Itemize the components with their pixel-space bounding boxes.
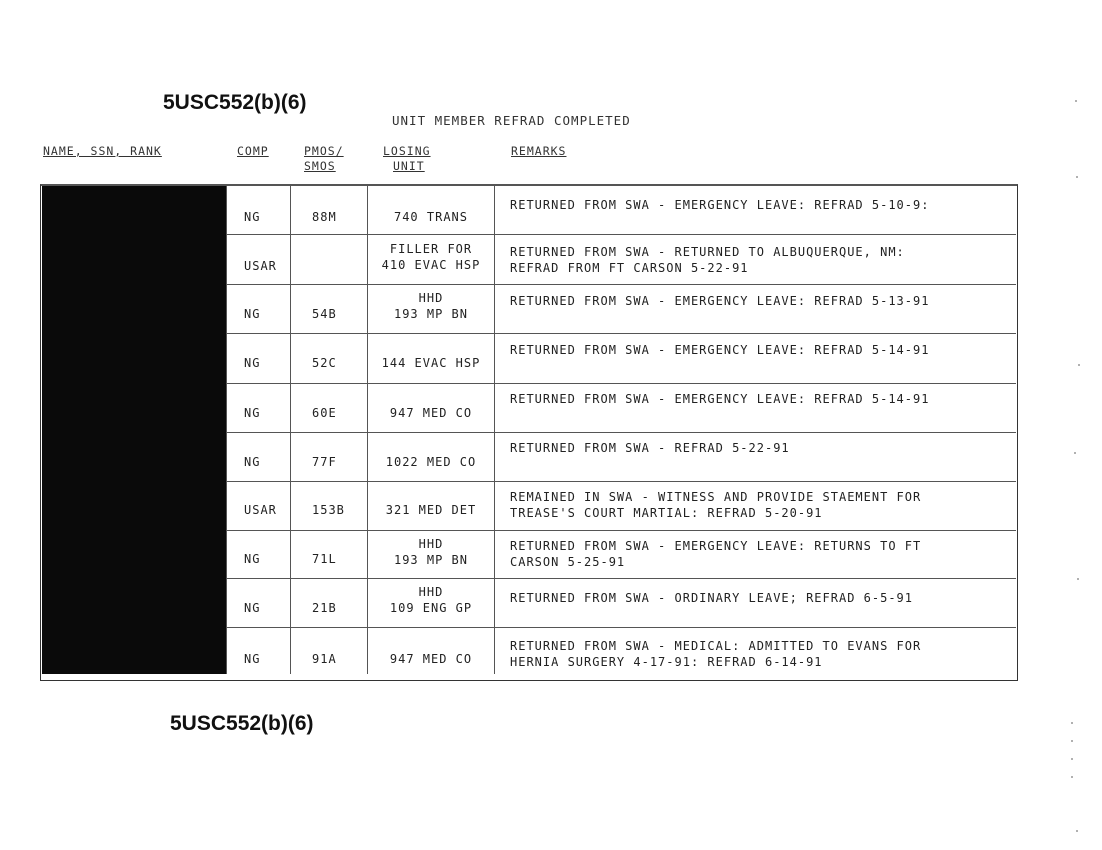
- scan-speck: [1076, 830, 1078, 832]
- row-remark-line1: RETURNED FROM SWA - EMERGENCY LEAVE: RETURNS TO FT: [510, 539, 922, 553]
- header-remarks: REMARKS: [511, 144, 567, 158]
- row-divider: [226, 627, 1016, 628]
- row-divider: [226, 578, 1016, 579]
- row-comp: USAR: [244, 259, 277, 273]
- row-comp: NG: [244, 307, 261, 321]
- row-comp: NG: [244, 552, 261, 566]
- header-pmos: PMOS/: [304, 144, 344, 158]
- row-unit-line2: 410 EVAC HSP: [381, 258, 481, 272]
- row-comp: NG: [244, 210, 261, 224]
- row-remark-line1: RETURNED FROM SWA - MEDICAL: ADMITTED TO EVANS FOR: [510, 639, 922, 653]
- row-remark-line2: HERNIA SURGERY 4-17-91: REFRAD 6-14-91: [510, 655, 823, 669]
- row-remark-line2: REFRAD FROM FT CARSON 5-22-91: [510, 261, 749, 275]
- row-divider: [226, 432, 1016, 433]
- page-title: UNIT MEMBER REFRAD COMPLETED: [392, 113, 631, 128]
- row-mos: 77F: [312, 455, 337, 469]
- row-mos: 21B: [312, 601, 337, 615]
- header-smos: SMOS: [304, 159, 336, 173]
- scan-speck: [1071, 776, 1073, 778]
- row-divider: [226, 333, 1016, 334]
- row-remark-line1: RETURNED FROM SWA - EMERGENCY LEAVE: REFRAD 5-14-91: [510, 343, 930, 357]
- row-remark-line1: RETURNED FROM SWA - EMERGENCY LEAVE: REFRAD 5-10-9:: [510, 198, 930, 212]
- row-unit-line1: FILLER FOR: [389, 242, 473, 256]
- row-divider: [226, 284, 1016, 285]
- row-comp: NG: [244, 406, 261, 420]
- row-unit-line2: 193 MP BN: [393, 307, 469, 321]
- redaction-label-bottom: 5USC552(b)(6): [170, 712, 314, 735]
- row-unit-line2: 144 EVAC HSP: [381, 356, 481, 370]
- row-mos: 91A: [312, 652, 337, 666]
- scan-speck: [1078, 364, 1080, 366]
- row-mos: 71L: [312, 552, 337, 566]
- row-unit-line2: 321 MED DET: [385, 503, 477, 517]
- column-divider: [290, 186, 291, 674]
- row-mos: 54B: [312, 307, 337, 321]
- header-comp: COMP: [237, 144, 269, 158]
- row-remark-line1: RETURNED FROM SWA - EMERGENCY LEAVE: REFRAD 5-14-91: [510, 392, 930, 406]
- row-divider: [226, 530, 1016, 531]
- row-remark-line2: TREASE'S COURT MARTIAL: REFRAD 5-20-91: [510, 506, 823, 520]
- row-comp: NG: [244, 455, 261, 469]
- scan-speck: [1075, 100, 1077, 102]
- row-comp: NG: [244, 356, 261, 370]
- row-divider: [226, 481, 1016, 482]
- redaction-label-top: 5USC552(b)(6): [163, 91, 307, 114]
- row-comp: NG: [244, 652, 261, 666]
- row-remark-line1: REMAINED IN SWA - WITNESS AND PROVIDE STAEMENT FOR: [510, 490, 922, 504]
- header-losing: LOSING: [383, 144, 431, 158]
- scan-speck: [1077, 578, 1079, 580]
- row-unit-line1: HHD: [418, 291, 444, 305]
- header-name-ssn-rank: NAME, SSN, RANK: [43, 144, 162, 158]
- row-unit-line2: 947 MED CO: [389, 406, 473, 420]
- row-remark-line2: CARSON 5-25-91: [510, 555, 626, 569]
- row-unit-line2: 109 ENG GP: [389, 601, 473, 615]
- header-unit: UNIT: [393, 159, 425, 173]
- row-remark-line1: RETURNED FROM SWA - EMERGENCY LEAVE: REFRAD 5-13-91: [510, 294, 930, 308]
- scan-speck: [1071, 740, 1073, 742]
- row-unit-line2: 193 MP BN: [393, 553, 469, 567]
- row-mos: 52C: [312, 356, 337, 370]
- row-unit-line1: HHD: [418, 585, 444, 599]
- row-divider: [226, 383, 1016, 384]
- row-comp: NG: [244, 601, 261, 615]
- row-unit-line1: HHD: [418, 537, 444, 551]
- scan-speck: [1074, 452, 1076, 454]
- row-remark-line1: RETURNED FROM SWA - ORDINARY LEAVE; REFRAD 6-5-91: [510, 591, 914, 605]
- scan-speck: [1071, 758, 1073, 760]
- row-remark-line1: RETURNED FROM SWA - RETURNED TO ALBUQUERQUE, NM:: [510, 245, 905, 259]
- row-mos: 88M: [312, 210, 337, 224]
- column-divider: [494, 186, 495, 674]
- redacted-block: [42, 186, 226, 674]
- row-unit-line2: 947 MED CO: [389, 652, 473, 666]
- row-divider: [226, 234, 1016, 235]
- row-remark-line1: RETURNED FROM SWA - REFRAD 5-22-91: [510, 441, 790, 455]
- row-comp: USAR: [244, 503, 277, 517]
- row-mos: 60E: [312, 406, 337, 420]
- row-unit-line2: 740 TRANS: [393, 210, 469, 224]
- scan-speck: [1071, 722, 1073, 724]
- row-unit-line2: 1022 MED CO: [385, 455, 477, 469]
- row-mos: 153B: [312, 503, 345, 517]
- column-divider: [226, 186, 227, 674]
- scan-speck: [1076, 176, 1078, 178]
